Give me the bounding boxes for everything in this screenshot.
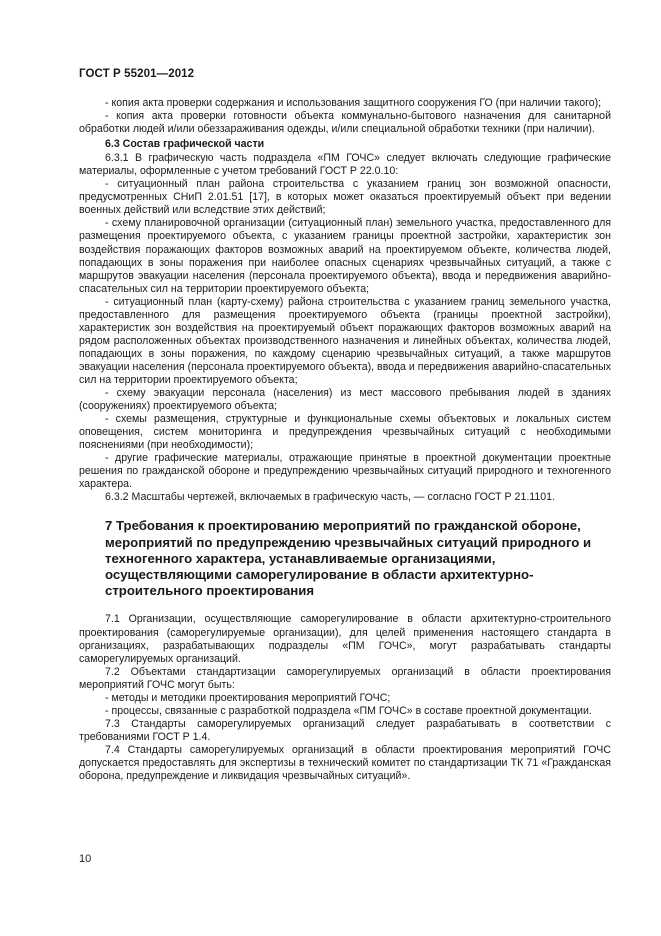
paragraph-6-3-1: 6.3.1 В графическую часть подраздела «ПМ ГОЧС» следует включать следующие графические материалы, оформленные с учетом требований ГОСТ Р 22.0.10: [79, 152, 611, 178]
list-item-evacuation-scheme: - схему эвакуации персонала (населения) из мест массового пребывания людей в зданиях (сооружениях) проектируемого объекта; [79, 387, 611, 413]
document-header: ГОСТ Р 55201—2012 [79, 68, 195, 80]
list-item-methods: - методы и методики проектирования мероприятий ГОЧС; [105, 691, 391, 704]
page-number: 10 [79, 853, 92, 865]
list-item-situation-plan: - ситуационный план района строительства с указанием границ зон возможной опасности, предусмотренных СНиП 2.01.51 [17], в которых может оказаться проектируемый объект при ведении военных действий или вследствие этих действий; [79, 178, 611, 217]
subheading-6-3: 6.3 Состав графической части [105, 138, 265, 151]
section-spacer [79, 599, 611, 613]
document-body [79, 97, 611, 783]
list-item-readiness-act: - копия акта проверки готовности объекта коммунально-бытового назначения для санитарной обработки людей и/или обеззараживания одежды, и/или специальной обработки техники (при наличии). [79, 110, 611, 136]
paragraph-7-3: 7.3 Стандарты саморегулируемых организаций следует разрабатывать в соответствии с требованиями ГОСТ Р 1.4. [79, 717, 611, 743]
paragraph-6-3-2: 6.3.2 Масштабы чертежей, включаемых в графическую часть, — согласно ГОСТ Р 21.1101. [105, 491, 556, 504]
section-7-title: 7 Требования к проектированию мероприятий по гражданской обороне, мероприятий по предупреждению чрезвычайных ситуаций природного и техногенного характера, устанавливаемые организациями, осуществляющими саморегулирование в области архитектурно-строительного проектирования [105, 518, 592, 599]
list-item-planning-scheme: - схему планировочной организации (ситуационный план) земельного участка, предоставленного для размещения проектируемого объекта, с указанием границы проектной застройки, характеристик зон воздействия поражающих факторов возможных аварий на проектируемом объекте, количества людей, попадающих в зоны поражения при наиболее опасных сценариях чрезвычайных ситуаций, а также с маршрутов эвакуации населения (персонала проектируемого объекта), ввода и передвижения аварийно-спасательных сил на территории проектируемого объекта; [79, 217, 611, 295]
paragraph-7-4: 7.4 Стандарты саморегулируемых организаций в области проектирования мероприятий ГОЧС допускается предоставлять для экспертизы в технический комитет по стандартизации ТК 71 «Гражданская оборона, предупреждение и ликвидация чрезвычайных ситуаций». [79, 743, 611, 783]
list-item-other-materials: - другие графические материалы, отражающие принятые в проектной документации проектные решения по гражданской обороне и предупреждению чрезвычайных ситуаций природного и техногенного характера. [79, 452, 611, 491]
list-item-protective-structure-act: - копия акта проверки содержания и использования защитного сооружения ГО (при наличии такого); [105, 97, 602, 109]
list-item-placement-schemes: - схемы размещения, структурные и функциональные схемы объектовых и локальных систем оповещения, систем мониторинга и предупреждения чрезвычайных ситуаций с необходимыми пояснениями (при необходимости); [79, 413, 611, 452]
list-item-processes: - процессы, связанные с разработкой подраздела «ПМ ГОЧС» в составе проектной документации. [105, 704, 592, 717]
paragraph-7-1: 7.1 Организации, осуществляющие саморегулирование в области архитектурно-строительного проектирования (саморегулируемые организации), для целей применения настоящего стандарта в организациях, разрабатывающих подразделы «ПМ ГОЧС», могут разрабатывать стандарты саморегулируемых организаций. [79, 613, 611, 665]
list-item-situation-map: - ситуационный план (карту-схему) района строительства с указанием границ земельного участка, предоставленного для размещения проектируемого объекта (границы проектной застройки), характеристик зон воздействия на проектируемый объект поражающих факторов возможных аварий на рядом расположенных объектах производственного назначения и линейных объектах, количества людей, попадающих в зоны поражения, по каждому сценарию чрезвычайных ситуаций, а также маршрутов эвакуации населения (персонала проектируемого объекта), ввода и передвижения аварийно-спасательных сил на территории проектируемого объекта; [79, 295, 611, 386]
section-spacer [79, 504, 611, 518]
paragraph-7-2: 7.2 Объектами стандартизации саморегулируемых организаций в области проектирования мероприятий ГОЧС могут быть: [79, 665, 611, 691]
